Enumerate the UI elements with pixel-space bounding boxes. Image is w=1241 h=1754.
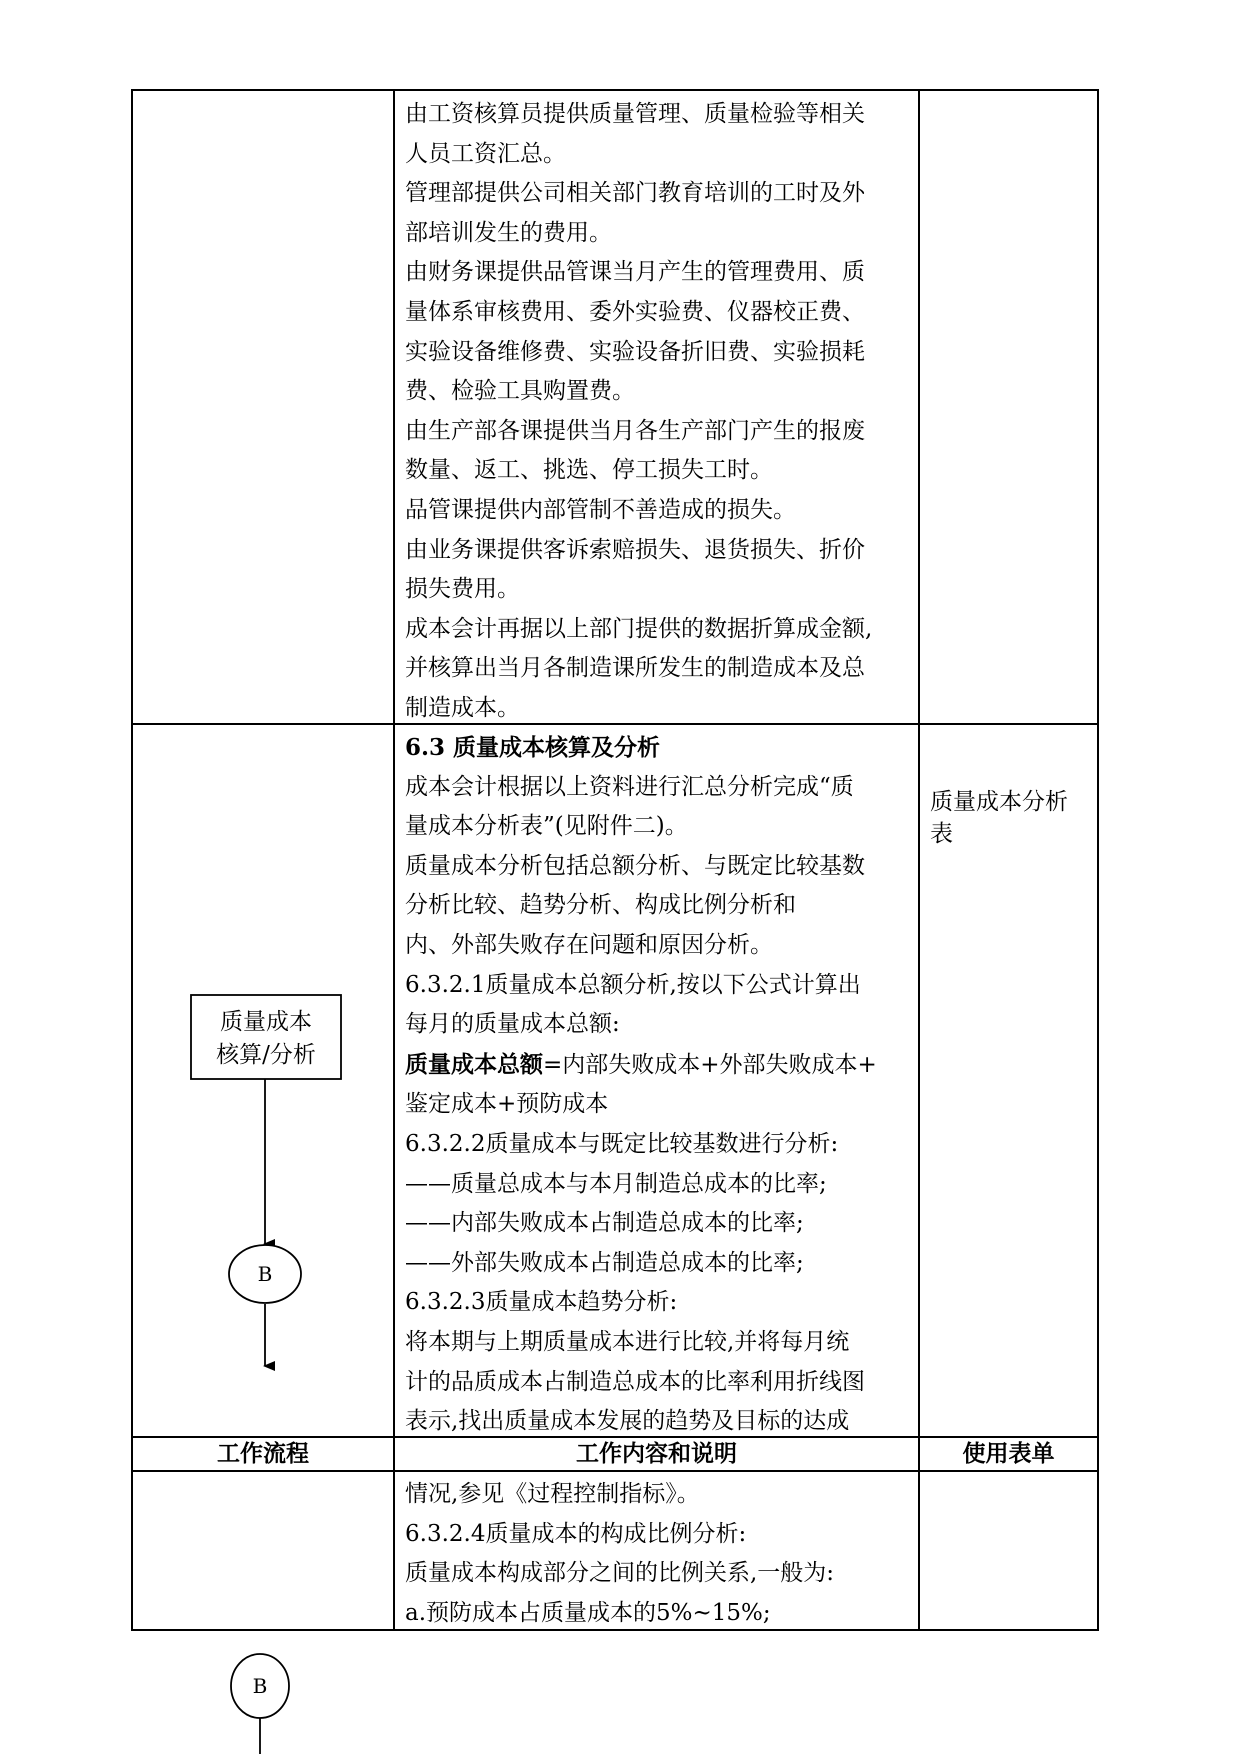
table-right-border [1097,89,1099,1631]
header-workflow: 工作流程 [217,1441,309,1467]
row2-content [405,728,877,1442]
flowchart [131,723,395,1438]
row1-line: 成本会计再据以上部门提供的数据折算成金额, [405,615,873,642]
form-name-line: 质量成本分析 [930,789,1068,815]
process-box-line: 核算/分析 [216,1042,316,1068]
row1-line: 量体系审核费用、委外实验费、仪器校正费、 [405,298,865,325]
process-box-label [193,1006,339,1072]
row2-line: 内、外部失败存在问题和原因分析。 [405,931,773,958]
form-name-line: 表 [930,821,953,847]
row1-line: 由工资核算员提供质量管理、质量检验等相关 [405,101,865,127]
connector-b-label: B [257,1262,273,1286]
row2-line: 6.3.2.3质量成本趋势分析: [405,1289,678,1316]
row3-line: a.预防成本占质量成本的5%~15%; [405,1599,771,1626]
row2-line: 量成本分析表”(见附件二)。 [405,813,688,840]
formula-term: 质量成本总额 [405,1050,543,1078]
section-title: 6.3 质量成本核算及分析 [405,734,661,761]
row1-line: 由生产部各课提供当月各生产部门产生的报废 [405,417,865,444]
formula-line [405,1045,877,1086]
header-forms: 使用表单 [962,1441,1055,1467]
row1-line: 制造成本。 [405,694,520,721]
row3-line: 质量成本构成部分之间的比例关系,一般为: [405,1560,835,1587]
process-box-line: 质量成本 [220,1009,312,1035]
row1-content [405,95,872,729]
row2-line: 分析比较、趋势分析、构成比例分析和 [405,892,796,919]
row1-line: 部培训发生的费用。 [405,219,612,246]
row1-line: 由财务课提供品管课当月产生的管理费用、质 [405,259,865,286]
header-content: 工作内容和说明 [576,1441,737,1467]
row1-line: 品管课提供内部管制不善造成的损失。 [405,496,796,523]
connector-b-bottom-label: B [252,1674,268,1698]
row2-form [930,786,1068,850]
row2-line: 鉴定成本+预防成本 [405,1091,609,1118]
row2-line: 计的品质成本占制造总成本的比率利用折线图 [405,1368,865,1395]
row2-line: 6.3.2.2质量成本与既定比较基数进行分析: [405,1130,839,1157]
row2-line: ——内部失败成本占制造总成本的比率; [405,1210,804,1237]
row2-line: 将本期与上期质量成本进行比较,并将每月统 [405,1328,850,1355]
row1-line: 人员工资汇总。 [405,140,566,167]
column-divider-2 [918,89,920,1631]
row-divider-3 [131,1470,1099,1472]
row1-line: 数量、返工、挑选、停工损失工时。 [405,457,773,484]
row2-line: 6.3.2.1质量成本总额分析,按以下公式计算出 [405,971,861,998]
row1-line: 费、检验工具购置费。 [405,378,635,405]
formula-expression: =内部失败成本+外部失败成本+ [543,1051,877,1078]
row3-line: 6.3.2.4质量成本的构成比例分析: [405,1520,747,1547]
table-top-border [131,89,1099,91]
row1-line: 并核算出当月各制造课所发生的制造成本及总 [405,655,865,682]
row1-line: 由业务课提供客诉索赔损失、退货损失、折价 [405,536,865,563]
row1-line: 损失费用。 [405,576,520,603]
row3-content [405,1475,834,1633]
row1-line: 管理部提供公司相关部门教育培训的工时及外 [405,180,865,207]
row2-line: 成本会计根据以上资料进行汇总分析完成“质 [405,773,854,800]
row2-line: ——外部失败成本占制造总成本的比率; [405,1249,804,1276]
row2-line: 表示,找出质量成本发展的趋势及目标的达成 [405,1408,850,1435]
page-bottom-connector [200,1650,320,1754]
row2-line: ——质量总成本与本月制造总成本的比率; [405,1170,827,1197]
row1-line: 实验设备维修费、实验设备折旧费、实验损耗 [405,338,865,365]
row2-line: 每月的质量成本总额: [405,1011,620,1038]
row2-line: 质量成本分析包括总额分析、与既定比较基数 [405,852,865,879]
row3-line: 情况,参见《过程控制指标》。 [405,1481,700,1507]
